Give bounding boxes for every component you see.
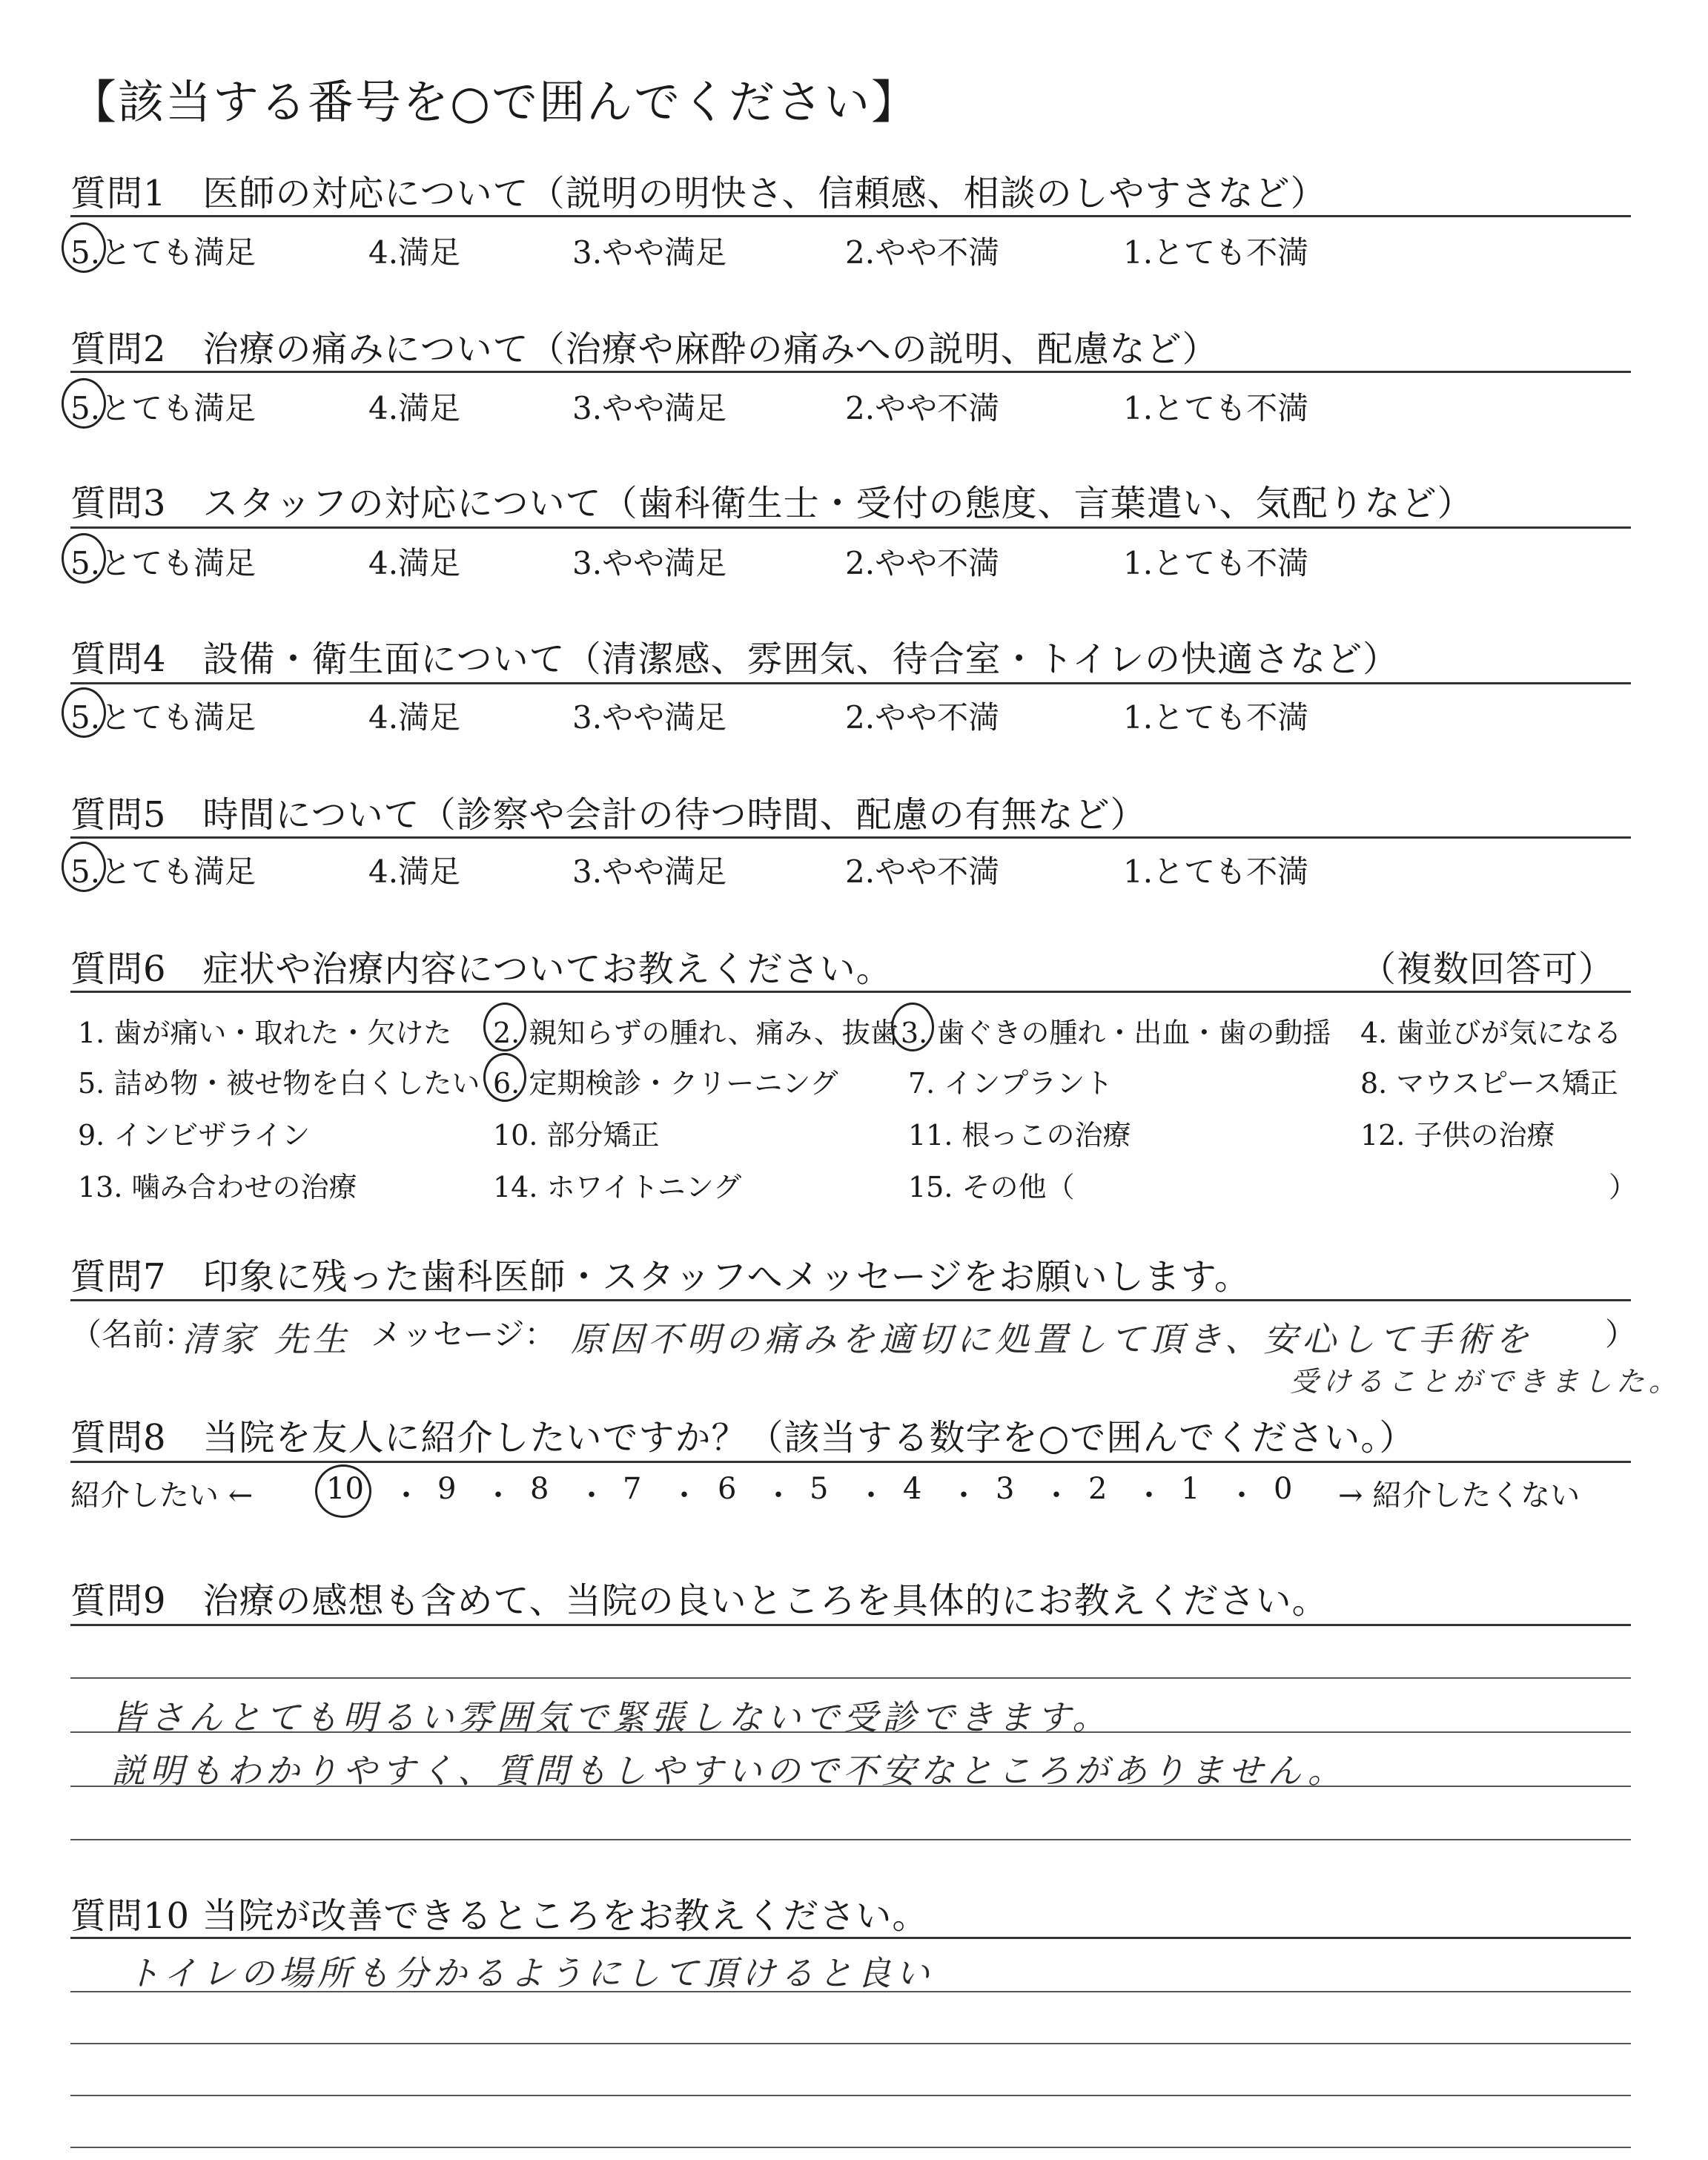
question-4: 質問4 設備・衛生面について（清潔感、雰囲気、待合室・トイレの快適さなど） [70,638,1400,680]
divider [70,991,1631,993]
option-4[interactable]: 4.満足 [368,699,461,736]
selection-circle [483,1053,526,1102]
message-label: メッセージ： [371,1316,556,1353]
q6-option-4[interactable]: 4. 歯並びが気になる [1360,1017,1622,1049]
answer-line [70,2147,1631,2148]
option-5[interactable]: 5.とても満足 [70,545,256,581]
message-close: ） [1605,1316,1637,1353]
q6-option-3[interactable]: 3. 歯ぐきの腫れ・出血・歯の動揺 [901,1017,1331,1049]
answer-line [70,2095,1631,2096]
selection-circle [62,533,106,584]
divider [70,1461,1631,1463]
scale-2[interactable]: 2 [1088,1472,1108,1506]
scale-dot: ・ [577,1479,606,1513]
option-2[interactable]: 2.やや不満 [845,545,1000,581]
option-2[interactable]: 2.やや不満 [845,390,1000,426]
option-4[interactable]: 4.満足 [368,390,461,426]
q9-answer-line-2[interactable]: 説明もわかりやすく、質問もしやすいので不安なところがありません。 [111,1751,1346,1791]
selection-circle [62,222,106,273]
option-1[interactable]: 1.とても不満 [1123,545,1309,581]
name-label: （名前： [70,1316,196,1353]
scale-10[interactable]: 10 [326,1472,364,1506]
q9-answer-line-1[interactable]: 皆さんとても明るい雰囲気で緊張しないで受診できます。 [111,1697,1111,1737]
option-3[interactable]: 3.やや満足 [572,390,727,426]
option-4[interactable]: 4.満足 [368,234,461,271]
scale-dot: ・ [856,1479,886,1513]
q6-option-9[interactable]: 9. インビザライン [78,1119,311,1152]
divider [70,1937,1631,1939]
option-2[interactable]: 2.やや不満 [845,234,1000,271]
scale-dot: ・ [1227,1479,1257,1513]
divider [70,836,1631,839]
option-5[interactable]: 5.とても満足 [70,853,256,890]
q6-option-11[interactable]: 11. 根っこの治療 [908,1119,1131,1152]
selection-circle [62,378,106,429]
option-4[interactable]: 4.満足 [368,545,461,581]
q10-answer[interactable]: トイレの場所も分かるようにして頂けると良い [126,1953,934,1993]
divider [70,526,1631,529]
question-8: 質問8 当院を友人に紹介したいですか？（該当する数字を○で囲んでください。） [70,1417,1416,1459]
selection-circle [891,1003,934,1051]
question-1: 質問1 医師の対応について（説明の明快さ、信頼感、相談のしやすさなど） [70,173,1327,214]
option-3[interactable]: 3.やや満足 [572,699,727,736]
q6-option-14[interactable]: 14. ホワイトニング [493,1171,742,1203]
scale-dot: ・ [483,1479,513,1513]
scale-6[interactable]: 6 [718,1472,737,1506]
scale-4[interactable]: 4 [903,1472,922,1506]
q6-option-10[interactable]: 10. 部分矯正 [493,1119,660,1152]
question-3: 質問3 スタッフの対応について（歯科衛生士・受付の態度、言葉遣い、気配りなど） [70,483,1474,524]
q6-option-15[interactable]: 15. その他（ [908,1171,1075,1203]
answer-line [70,2043,1631,2044]
scale-dot: ・ [1134,1479,1164,1513]
divider [70,371,1631,373]
recommend-right-label: → 紹介したくない [1338,1479,1580,1513]
divider [70,215,1631,217]
multiple-answer-note: （複数回答可） [1360,948,1615,990]
q6-option-5[interactable]: 5. 詰め物・被せ物を白くしたい [78,1067,480,1100]
recommend-left-label: 紹介したい ← [70,1479,254,1513]
option-3[interactable]: 3.やや満足 [572,545,727,581]
q6-option-2[interactable]: 2. 親知らずの腫れ、痛み、抜歯 [493,1017,898,1049]
question-2: 質問2 治療の痛みについて（治療や麻酔の痛みへの説明、配慮など） [70,328,1219,370]
q6-option-8[interactable]: 8. マウスピース矯正 [1360,1067,1618,1100]
q6-option-1[interactable]: 1. 歯が痛い・取れた・欠けた [78,1017,452,1049]
question-5: 質問5 時間について（診察や会計の待つ時間、配慮の有無など） [70,794,1147,836]
q6-option-15-close: ） [1609,1171,1638,1203]
option-3[interactable]: 3.やや満足 [572,234,727,271]
selection-circle [315,1464,371,1518]
name-value[interactable]: 清家 先生 [182,1319,351,1359]
page-title: 【該当する番号を○で囲んでください】 [70,75,919,129]
question-9: 質問9 治療の感想も含めて、当院の良いところを具体的にお教えください。 [70,1580,1328,1622]
option-1[interactable]: 1.とても不満 [1123,390,1309,426]
divider [70,1299,1631,1301]
selection-circle [483,1003,526,1051]
message-value[interactable]: 原因不明の痛みを適切に処置して頂き、安心して手術を [571,1319,1534,1359]
q6-option-6[interactable]: 6. 定期検診・クリーニング [493,1067,838,1100]
answer-line [70,1677,1631,1679]
scale-8[interactable]: 8 [530,1472,549,1506]
scale-3[interactable]: 3 [996,1472,1015,1506]
option-2[interactable]: 2.やや不満 [845,853,1000,890]
selection-circle [62,842,106,892]
option-1[interactable]: 1.とても不満 [1123,234,1309,271]
divider [70,682,1631,684]
option-4[interactable]: 4.満足 [368,853,461,890]
scale-dot: ・ [1042,1479,1071,1513]
option-5[interactable]: 5.とても満足 [70,699,256,736]
option-3[interactable]: 3.やや満足 [572,853,727,890]
option-5[interactable]: 5.とても満足 [70,390,256,426]
question-10: 質問10 当院が改善できるところをお教えください。 [70,1895,929,1937]
option-5[interactable]: 5.とても満足 [70,234,256,271]
scale-7[interactable]: 7 [623,1472,642,1506]
scale-0[interactable]: 0 [1274,1472,1293,1506]
q6-option-12[interactable]: 12. 子供の治療 [1360,1119,1555,1152]
scale-dot: ・ [669,1479,699,1513]
answer-line [70,1839,1631,1840]
scale-1[interactable]: 1 [1181,1472,1200,1506]
scale-dot: ・ [949,1479,979,1513]
option-1[interactable]: 1.とても不満 [1123,853,1309,890]
scale-5[interactable]: 5 [810,1472,829,1506]
question-7: 質問7 印象に残った歯科医師・スタッフへメッセージをお願いします。 [70,1256,1251,1298]
option-1[interactable]: 1.とても不満 [1123,699,1309,736]
scale-9[interactable]: 9 [437,1472,457,1506]
q6-option-7[interactable]: 7. インプラント [908,1067,1113,1100]
option-2[interactable]: 2.やや不満 [845,699,1000,736]
selection-circle [62,687,106,738]
scale-dot: ・ [764,1479,793,1513]
divider [70,1624,1631,1626]
scale-dot: ・ [391,1479,421,1513]
message-continued: 受けることができました。 [1290,1365,1682,1398]
q6-option-13[interactable]: 13. 噛み合わせの治療 [78,1171,357,1203]
question-6: 質問6 症状や治療内容についてお教えください。 [70,948,893,990]
